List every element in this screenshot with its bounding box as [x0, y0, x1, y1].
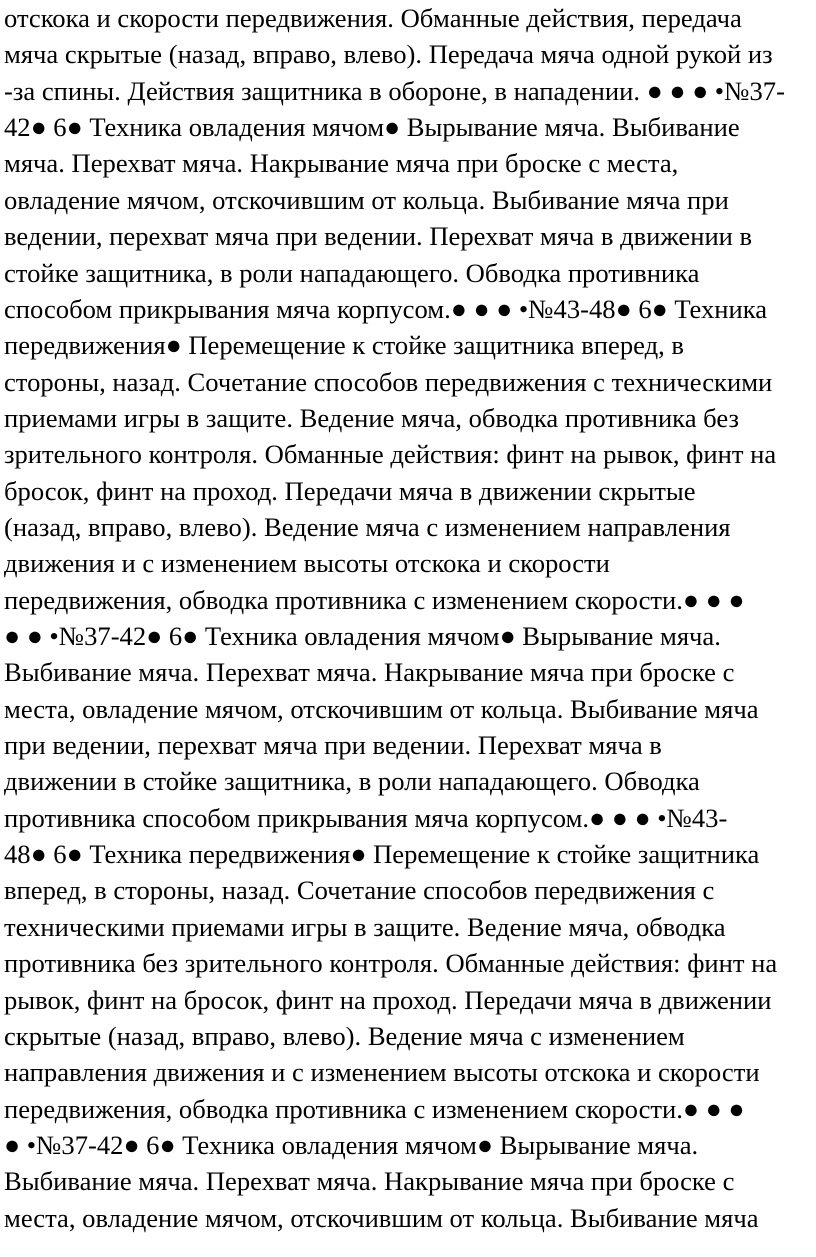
text-line: (назад, вправо, влево). Ведение мяча с изменением направления: [4, 511, 731, 542]
text-line: скрытые (назад, вправо, влево). Ведение мяча с изменением: [4, 1020, 685, 1051]
text-line: передвижения, обводка противника с изменением скорости.● ● ●: [4, 1093, 745, 1124]
text-line: стороны, назад. Сочетание способов передвижения с техническими: [4, 366, 773, 397]
text-line: мяча. Перехват мяча. Накрывание мяча при броске с места,: [4, 148, 679, 179]
text-line: 42● 6● Техника овладения мячом● Вырывание мяча. Выбивание: [4, 112, 740, 143]
text-line: рывок, финт на бросок, финт на проход. Передачи мяча в движении: [4, 984, 772, 1015]
text-line: ● •№37-42● 6● Техника овладения мячом● Вырывание мяча.: [4, 1129, 699, 1160]
text-line: вперед, в стороны, назад. Сочетание способов передвижения с: [4, 875, 715, 906]
text-line: отскока и скорости передвижения. Обманные действия, передача: [4, 3, 742, 33]
text-line: передвижения, обводка противника с изменением скорости.● ● ●: [4, 584, 745, 615]
text-line: места, овладение мячом, отскочившим от кольца. Выбивание мяча: [4, 693, 759, 724]
text-line: стойке защитника, в роли нападающего. Обводка противника: [4, 257, 700, 288]
text-line: приемами игры в защите. Ведение мяча, обводка противника без: [4, 402, 739, 433]
text-line: противника без зрительного контроля. Обманные действия: финт на: [4, 948, 778, 979]
text-line: Выбивание мяча. Перехват мяча. Накрывание мяча при броске с: [4, 1166, 735, 1197]
text-line: овладение мячом, отскочившим от кольца. Выбивание мяча при: [4, 184, 729, 215]
text-line: способом прикрывания мяча корпусом.● ● ● •№43-48● 6● Техника: [4, 293, 768, 324]
text-line: техническими приемами игры в защите. Ведение мяча, обводка: [4, 911, 726, 942]
text-line: при ведении, перехват мяча при ведении. Перехват мяча в: [4, 730, 662, 760]
text-line: движении в стойке защитника, в роли нападающего. Обводка: [4, 766, 700, 797]
text-line: зрительного контроля. Обманные действия: финт на рывок, финт на: [4, 439, 777, 470]
text-line: 48● 6● Техника передвижения● Перемещение к стойке защитника: [4, 839, 760, 870]
text-line: Выбивание мяча. Перехват мяча. Накрывание мяча при броске с: [4, 657, 735, 688]
text-line: противника способом прикрывания мяча корпусом.● ● ● •№43-: [4, 802, 728, 833]
text-line: ● ● •№37-42● 6● Техника овладения мячом● Вырывание мяча.: [4, 621, 721, 651]
text-line: передвижения● Перемещение к стойке защитника вперед, в: [4, 330, 684, 361]
text-line: места, овладение мячом, отскочившим от кольца. Выбивание мяча: [4, 1202, 759, 1233]
text-line: мяча скрытые (назад, вправо, влево). Передача мяча одной рукой из: [4, 39, 773, 70]
text-line: направления движения и с изменением высоты отскока и скорости: [4, 1057, 760, 1088]
text-line: бросок, финт на проход. Передачи мяча в движении скрытые: [4, 475, 696, 506]
text-line: ведении, перехват мяча при ведении. Перехват мяча в движении в: [4, 221, 753, 252]
text-line: -за спины. Действия защитника в обороне, в нападении. ● ● ● •№37-: [4, 75, 785, 106]
text-line: движения и с изменением высоты отскока и скорости: [4, 548, 610, 579]
